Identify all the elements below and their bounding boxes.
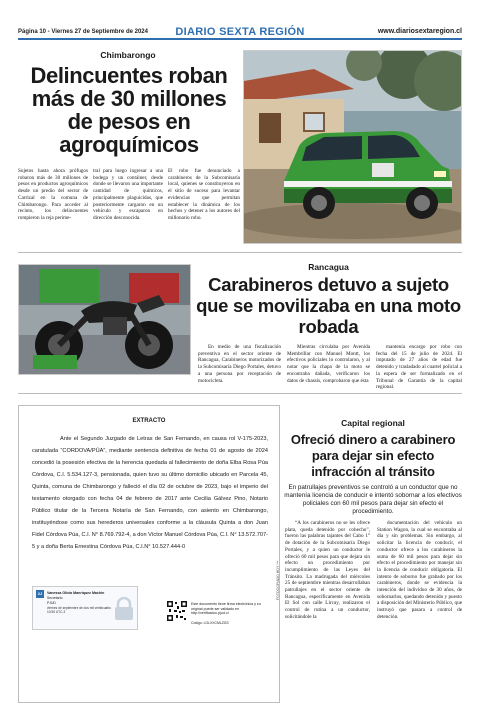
lock-icon <box>113 597 135 621</box>
article1-column-3: El robo fue denunciado a carabineros de la Subcomisaría local, quienes se constituyeron en el sitio de suceso para levantar evidencias que permitan establecer la dinámica de los hechos y detener a los autores del millonario robo. <box>168 168 240 221</box>
motorcycle-photo <box>18 264 191 375</box>
article1-column-1: Sujetos hasta ahora prófugos robaron más de 30 millones de pesos en productos agroquímicos desde un predio del sector de Carrizal en la comuna de Chimbarongo. Para acceder al recinto, los delincuentes rompieron la reja perime- <box>18 168 88 221</box>
article3-column-1: “A los carabineros no se les ofrece plata, queda detenido por cohecho”, fueron las palabras tajantes del Cabo 1° de dotación de la Subcomisaría Diego Portales, y a quien un conductor le ofreció 60 mil pesos para que dejara sin efecto un procedimiento por incumplimiento de las Leyes del Tránsito. La madrugada del miércoles 25 de septiembre mientras desarrollaban patrullajes en el sector oriente de Rancagua, específicamente en Avenida El Sol con calle Lircay, realizaron el control de rutina a un conductor, solicitándole la <box>285 520 370 620</box>
section-divider <box>18 393 462 394</box>
article1-kicker: Chimbarongo <box>100 50 156 60</box>
article1-headline: Delincuentes roban más de 30 millones de pesos en agroquímicos <box>30 63 228 157</box>
website-link[interactable]: www.diariosextaregion.cl <box>377 28 462 35</box>
article3-column-2: documentación del vehículo un Station Wagon, la cual se encontraba al día y sin problemas. Sin embargo, al solicitar la licencia de conducir, el conductor ofrece a los carabineros la suma de 60 mil pesos para dejar sin efecto el procedimiento por manejar sin la licencia de conducir obligatoria. El intento de soborno fue grabado por los carabineros, donde se evidencia la intención del individuo de 30 años, de sobornarlos, quedando detenido y puesto a disposición del Ministerio Público, que instruyó que pasara a control de detención. <box>377 520 463 620</box>
article2-column-1: En medio de una fiscalización preventiva en el sector oriente de Rancagua, Carabineros motorizados de la Subcomisaría Diego Portales, detuvo a una persona por receptación de motocicleta. <box>198 344 281 384</box>
page-date-label: Página 10 - Viernes 27 de Septiembre de 2024 <box>18 29 148 35</box>
qr-verification-text: Este documento tiene firma electrónica y su original puede ser validado en http://verificadoc.pjud.cl <box>191 602 261 616</box>
court-badge-icon: 2J <box>37 591 43 596</box>
document-code: Código: LOLXXCMLZGS <box>191 621 229 625</box>
article2-column-3: mantenía encargo por robo con fecha del 15 de julio de 2024. El imputado de 27 años de edad fue detenido y trasladado al cuartel policial a la espera de ser formalizado en el Tribunal de Garantía de la capital regional. <box>376 344 462 391</box>
police-car-photo <box>243 50 462 244</box>
legal-notice-body: Ante el Segundo Juzgado de Letras de San Fernando, en causa rol V-175-2023, caratulada “CORDOVA/PÚA”, mediante sentencia definitiva de fecha 01 de agosto de 2024 concedió la posesión efectiva de la herencia quedada al fallecimiento de doña Elba Rosa Púa Córdova, C.I. 5.534.127-3, pensionada, quien tuvo su último domicilio ubicado en Parcela 45, Quinta, comuna de Chimbarongo y falleció el día 02 de octubre de 2023, bajo el imperio del testamento otorgado con fecha 04 de febrero de 2017 ante Cecilia Gálvez Pino, Notario Público titular de la Tercera Notaría de San Fernando, con asiento en Chimbarongo, instituyéndose como sus herederos universales conforme a la cláusula Quinta a don Juan Fidel Córdova Púa, C.I. N° 8.769.792-4, a don Víctor Manuel Córdova Púa, C.I. N° 13.572.707-5 y a doña Berta Ernestina Córdova Púa, C.I.N° 10.527.444-0 <box>32 436 268 550</box>
article2-column-2: Mientras circulaba por Avenida Membrillar con Manuel Montt, los efectivos policiales lo controlaron, y al notar que la chapa de la moto se encontraba dañada, verificaron los datos de chassis, comprobaron que ésta <box>287 344 370 384</box>
legal-notice-box <box>18 405 280 703</box>
legal-notice-title: EXTRACTO <box>132 418 166 424</box>
vertical-margin-note: FOTOCOPIADO HOY *** <box>276 560 280 600</box>
signer-court: PJUD <box>47 601 56 605</box>
article3-lede: En patrullajes preventivos se controló a un conductor que no mantenía licencia de conducir e intentó sobornar a los efectivos policiales con 60 mil pesos para dejar sin efecto el procedimiento. <box>284 484 462 515</box>
electronic-signature-block <box>32 586 138 630</box>
article2-headline: Carabineros detuvo a sujeto que se movilizaba en una moto robada <box>196 274 461 337</box>
signer-role: Secretario <box>47 596 63 600</box>
signer-name: Vanessa Olivia Manríquez Machin <box>47 591 105 595</box>
article3-headline: Ofreció dinero a carabinero para dejar sin efecto infracción al tránsito <box>290 432 456 479</box>
signature-date: viernes de septiembre de dos mil veinticuatro 10:55 UTC-3 <box>47 606 111 614</box>
header-rule <box>18 38 462 40</box>
article3-kicker: Capital regional <box>341 418 405 428</box>
masthead-title: DIARIO SEXTA REGIÓN <box>175 26 305 38</box>
section-divider <box>18 252 462 253</box>
qr-code-icon <box>167 601 187 621</box>
article2-kicker: Rancagua <box>308 262 349 272</box>
article1-column-2: tral para luego ingresar a una bodega y un contáiner, desde donde se llevaron una importante cantidad de químicos, principalmente plaguicidas, que posteriormente cargaron en un vehículo y escaparon en dirección desconocida. <box>93 168 163 221</box>
